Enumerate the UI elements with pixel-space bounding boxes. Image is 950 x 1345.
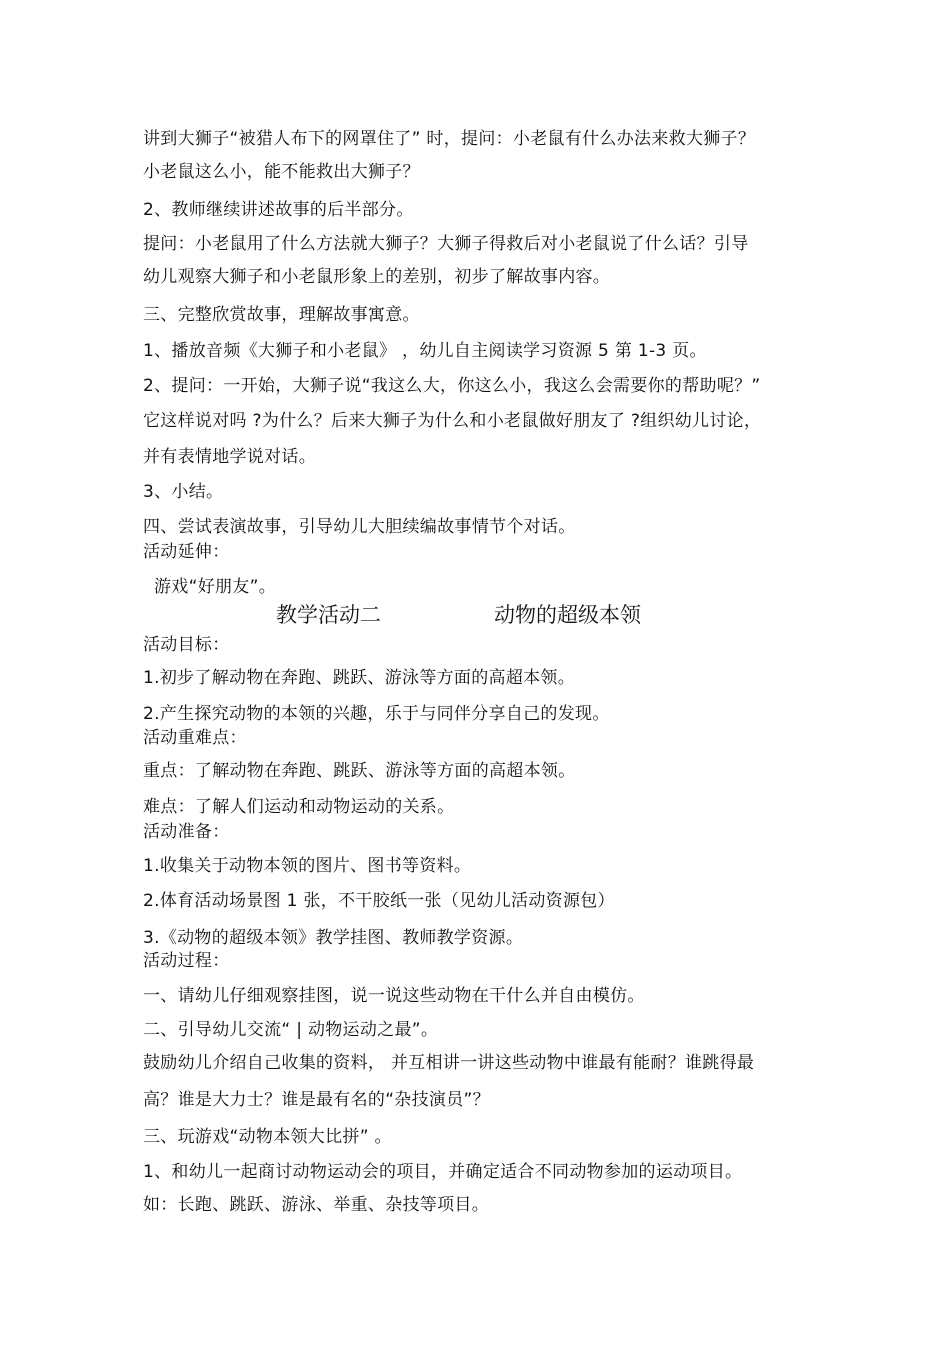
section-label: 活动延伸： xyxy=(143,542,230,562)
paragraph-line: 鼓励幼儿介绍自己收集的资料， 并互相讲一讲这些动物中谁最有能耐？谁跳得最 xyxy=(143,1053,755,1073)
paragraph-line: 提问：小老鼠用了什么方法就大狮子？大狮子得救后对小老鼠说了什么话？引导 xyxy=(143,234,749,254)
section-heading: 四、尝试表演故事，引导幼儿大胆续编故事情节个对话。 xyxy=(143,517,576,537)
section-label: 活动准备： xyxy=(143,822,230,842)
section-heading: 三、玩游戏“动物本领大比拼” 。 xyxy=(143,1127,392,1147)
paragraph-line: 1.收集关于动物本领的图片、图书等资料。 xyxy=(143,856,472,876)
paragraph-line: 并有表情地学说对话。 xyxy=(143,447,316,467)
paragraph-line: 3.《动物的超级本领》教学挂图、教师教学资源。 xyxy=(143,928,524,948)
paragraph-line: 2、教师继续讲述故事的后半部分。 xyxy=(143,200,414,220)
paragraph-line: 2、提问：一开始，大狮子说“我这么大，你这么小，我这么会需要你的帮助呢？” xyxy=(143,376,761,396)
paragraph-line: 讲到大狮子“被猎人布下的网罩住了” 时，提问：小老鼠有什么办法来救大狮子？ xyxy=(143,129,756,149)
paragraph-line: 它这样说对吗 ?为什么？后来大狮子为什么和小老鼠做好朋友了 ?组织幼儿讨论， xyxy=(143,411,762,431)
paragraph-line: 一、请幼儿仔细观察挂图，说一说这些动物在干什么并自由模仿。 xyxy=(143,986,645,1006)
paragraph-line: 1、播放音频《大狮子和小老鼠》 ，幼儿自主阅读学习资源 5 第 1-3 页。 xyxy=(143,341,707,361)
paragraph-line: 二、引导幼儿交流“ | 动物运动之最”。 xyxy=(143,1020,439,1040)
paragraph-line: 幼儿观察大狮子和小老鼠形象上的差别，初步了解故事内容。 xyxy=(143,267,611,287)
paragraph-line: 1、和幼儿一起商讨动物运动会的项目，并确定适合不同动物参加的运动项目。 xyxy=(143,1162,743,1182)
paragraph-line: 如：长跑、跳跃、游泳、举重、杂技等项目。 xyxy=(143,1195,489,1215)
paragraph-line: 2.产生探究动物的本领的兴趣，乐于与同伴分享自己的发现。 xyxy=(143,704,610,724)
paragraph-line: 2.体育活动场景图 1 张，不干胶纸一张（见幼儿活动资源包） xyxy=(143,891,615,911)
paragraph-line: 1.初步了解动物在奔跑、跳跃、游泳等方面的高超本领。 xyxy=(143,668,576,688)
paragraph-line: 高？谁是大力士？谁是最有名的“杂技演员”？ xyxy=(143,1090,490,1110)
activity-title-number: 教学活动二 xyxy=(276,603,381,627)
section-label: 活动目标： xyxy=(143,635,230,655)
paragraph-line: 小老鼠这么小，能不能救出大狮子？ xyxy=(143,162,420,182)
section-heading: 三、完整欣赏故事，理解故事寓意。 xyxy=(143,305,420,325)
paragraph-line: 难点：了解人们运动和动物运动的关系。 xyxy=(143,797,455,817)
section-label: 活动过程： xyxy=(143,951,230,971)
section-label: 活动重难点： xyxy=(143,728,247,748)
paragraph-line: 重点：了解动物在奔跑、跳跃、游泳等方面的高超本领。 xyxy=(143,761,576,781)
paragraph-line: 3、小结。 xyxy=(143,482,224,502)
activity-title-name: 动物的超级本领 xyxy=(494,603,641,627)
paragraph-line: 游戏“好朋友”。 xyxy=(154,577,277,597)
